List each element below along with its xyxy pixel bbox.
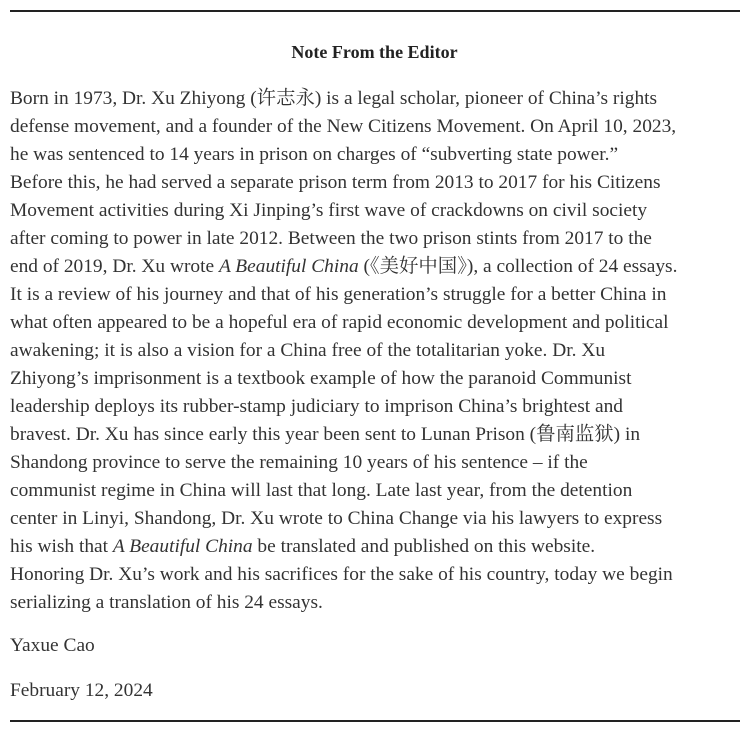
body-text-segment: his wish that xyxy=(10,536,113,557)
body-line xyxy=(10,197,745,225)
body-line xyxy=(10,225,745,253)
top-divider xyxy=(10,10,740,12)
body-text-segment: he was sentenced to 14 years in prison on charges of “subverting state power.” xyxy=(10,144,619,165)
body-text-segment: leadership deploys its rubber-stamp judiciary to imprison China’s brightest and xyxy=(10,396,624,417)
body-line xyxy=(10,533,745,561)
body-text-segment: bravest. Dr. Xu has since early this year been sent to Lunan Prison (鲁南监狱) in xyxy=(10,424,641,445)
body-line xyxy=(10,85,745,113)
body-line xyxy=(10,113,745,141)
note-title: Note From the Editor xyxy=(291,42,458,62)
book-title: A Beautiful China xyxy=(218,256,359,277)
author-name: Yaxue Cao xyxy=(10,635,95,656)
book-title: A Beautiful China xyxy=(112,536,253,557)
body-line xyxy=(10,281,745,309)
body-text-segment: Zhiyong’s imprisonment is a textbook example of how the paranoid Communist xyxy=(10,368,632,389)
body-text-segment: serializing a translation of his 24 essays. xyxy=(10,592,323,613)
body-line xyxy=(10,309,745,337)
body-text-segment: Shandong province to serve the remaining 10 years of his sentence – if the xyxy=(10,452,588,473)
body-line xyxy=(10,337,745,365)
body-text-segment: Born in 1973, Dr. Xu Zhiyong (许志永) is a legal scholar, pioneer of China’s rights xyxy=(10,88,658,109)
body-text-segment: center in Linyi, Shandong, Dr. Xu wrote to China Change via his lawyers to express xyxy=(10,508,663,529)
note-body xyxy=(10,85,745,617)
note-date: February 12, 2024 xyxy=(10,680,153,701)
bottom-divider xyxy=(10,720,740,722)
body-line xyxy=(10,393,745,421)
body-text-segment: what often appeared to be a hopeful era of rapid economic development and political xyxy=(10,312,669,333)
body-text-segment: end of 2019, Dr. Xu wrote xyxy=(10,256,219,277)
body-line xyxy=(10,253,745,281)
body-line xyxy=(10,561,745,589)
body-text-segment: It is a review of his journey and that of his generation’s struggle for a better China in xyxy=(10,284,667,305)
body-line xyxy=(10,421,745,449)
body-text-segment: Before this, he had served a separate prison term from 2013 to 2017 for his Citizens xyxy=(10,172,661,193)
body-text-segment: communist regime in China will last that long. Late last year, from the detention xyxy=(10,480,633,501)
body-text-segment: (《美好中国》), a collection of 24 essays. xyxy=(358,256,678,277)
body-line xyxy=(10,449,745,477)
body-text-segment: awakening; it is also a vision for a China free of the totalitarian yoke. Dr. Xu xyxy=(10,340,606,361)
body-text-segment: after coming to power in late 2012. Between the two prison stints from 2017 to the xyxy=(10,228,652,249)
body-line xyxy=(10,477,745,505)
body-line xyxy=(10,505,745,533)
body-line xyxy=(10,365,745,393)
body-line xyxy=(10,169,745,197)
body-line xyxy=(10,589,745,617)
body-text-segment: Movement activities during Xi Jinping’s first wave of crackdowns on civil society xyxy=(10,200,648,221)
body-text-segment: defense movement, and a founder of the New Citizens Movement. On April 10, 2023, xyxy=(10,116,677,137)
body-line xyxy=(10,141,745,169)
body-text-segment: be translated and published on this website. xyxy=(252,536,596,557)
body-text-segment: Honoring Dr. Xu’s work and his sacrifices for the sake of his country, today we begin xyxy=(10,564,673,585)
